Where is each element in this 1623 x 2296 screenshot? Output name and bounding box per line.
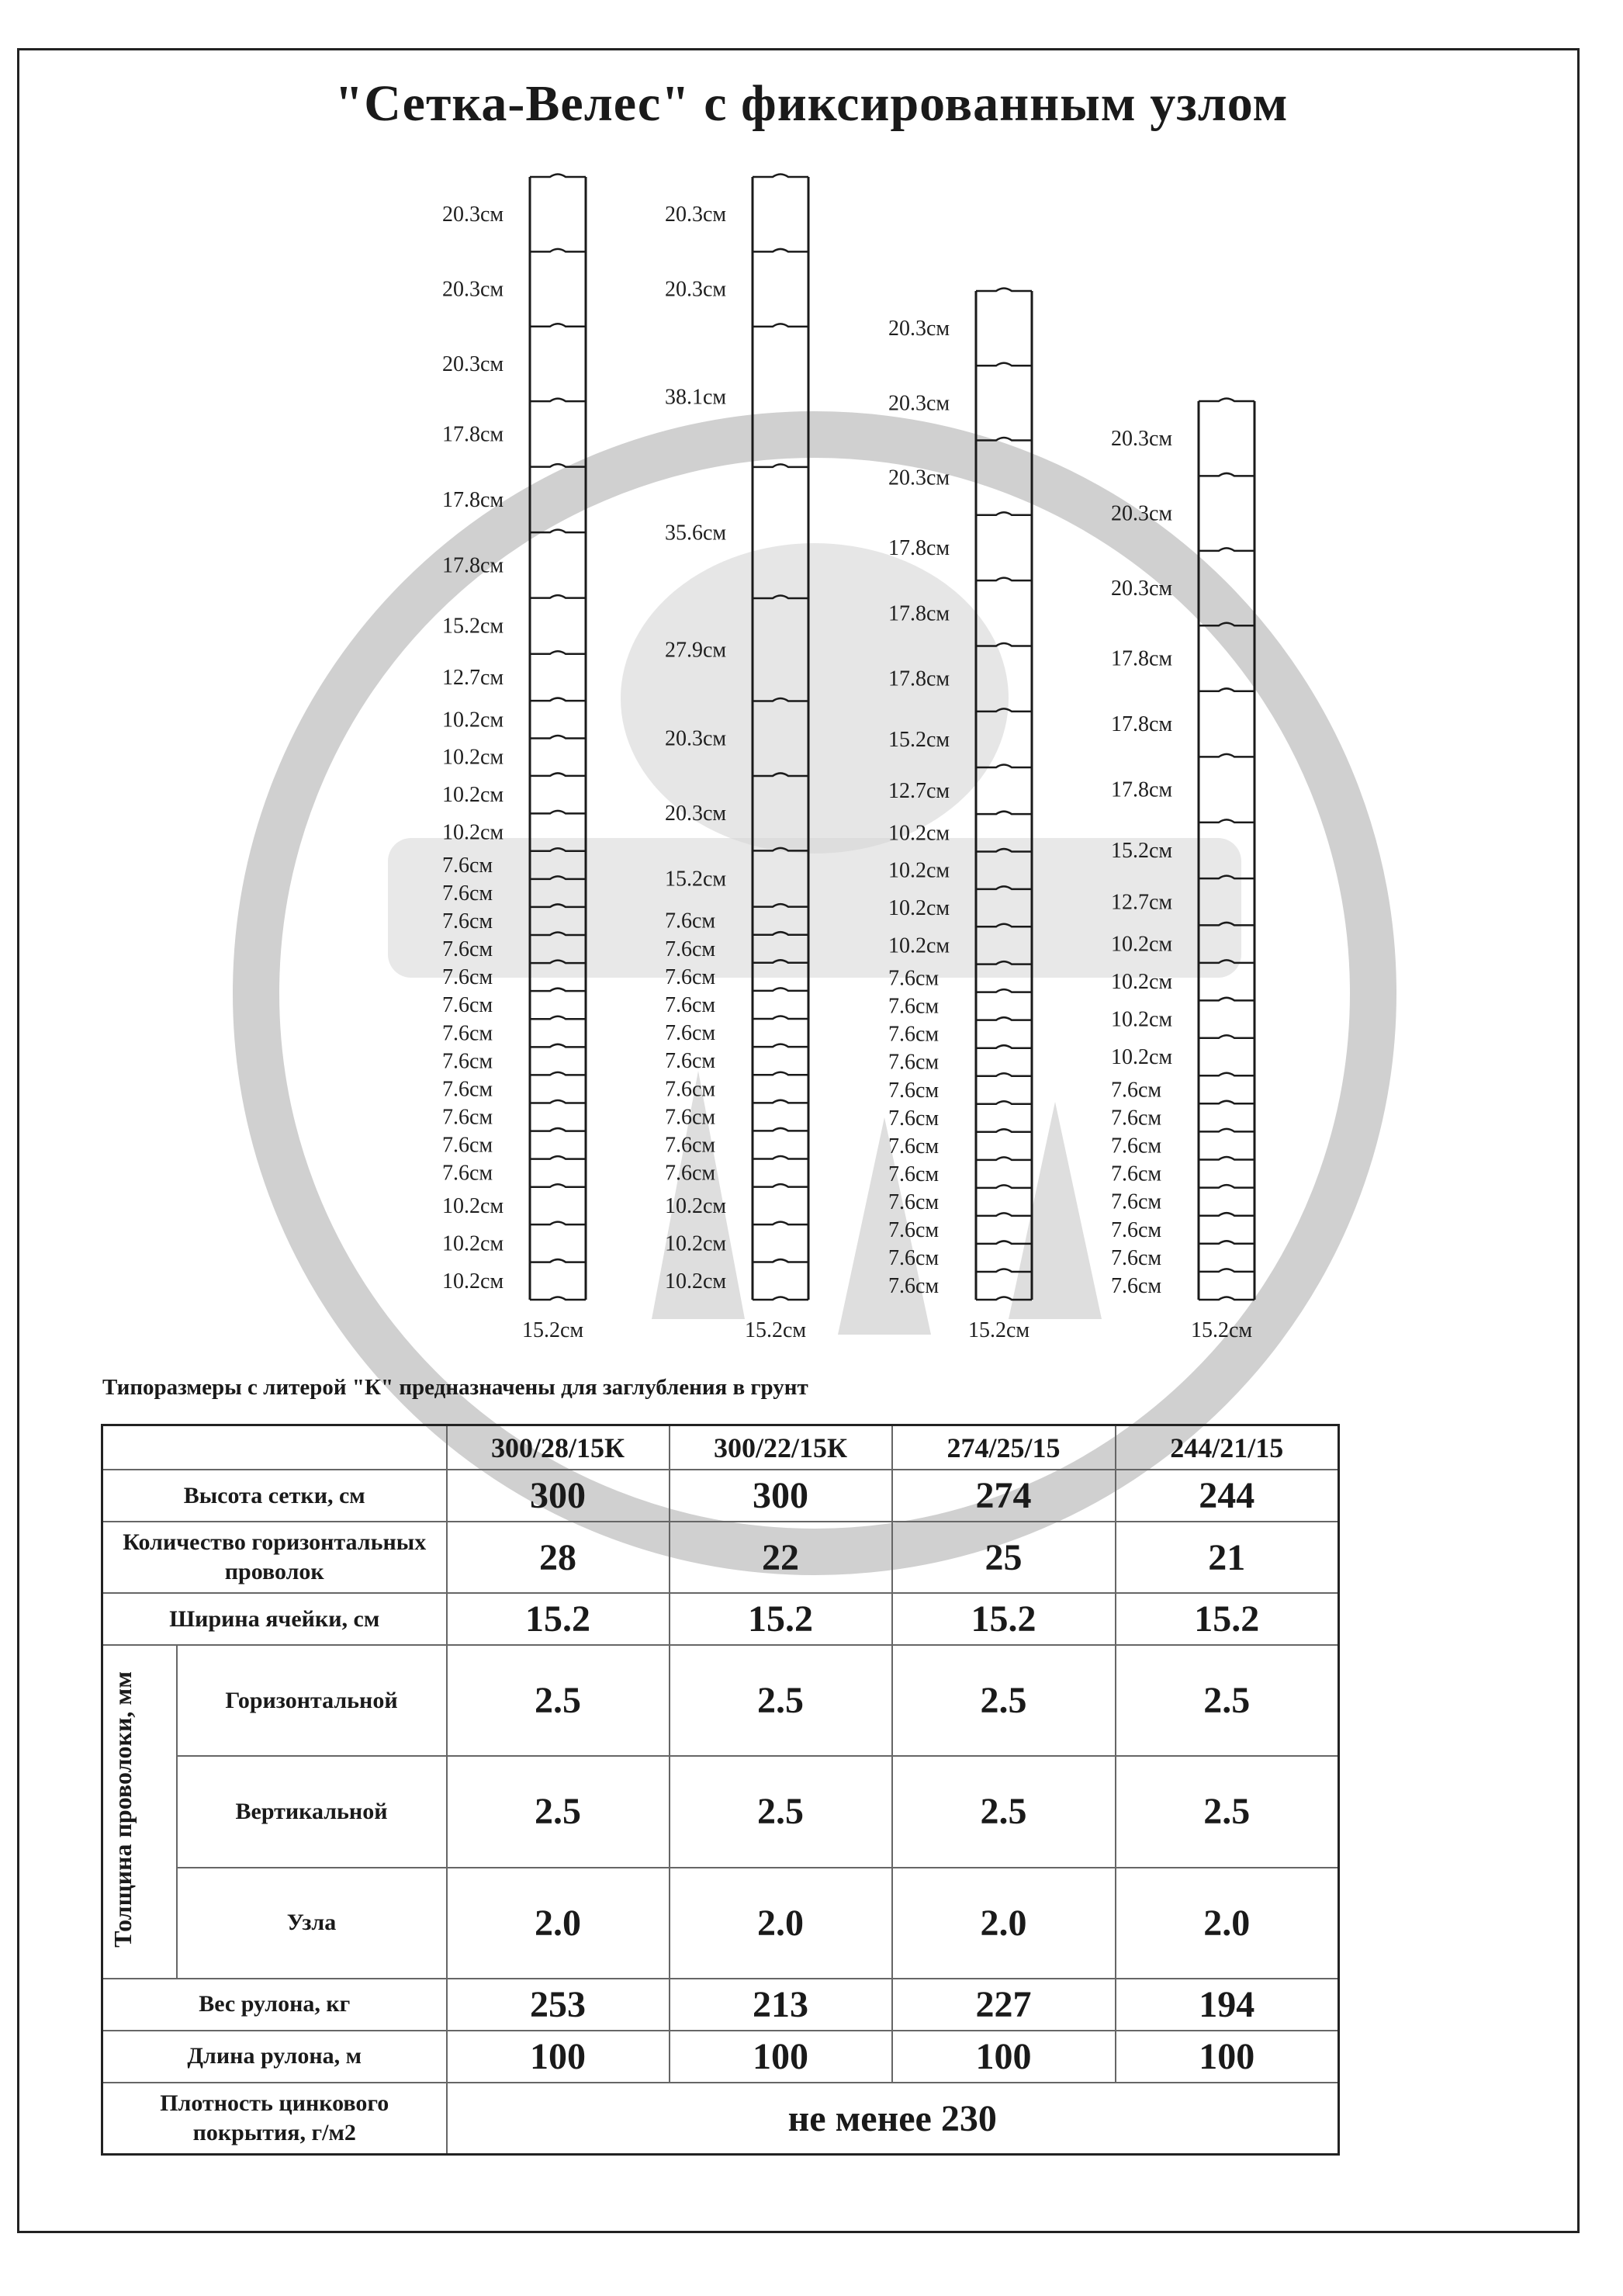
horizontal-wire	[753, 698, 808, 701]
horizontal-wire	[1199, 960, 1254, 963]
spacing-label: 7.6см	[888, 1273, 940, 1298]
table-cell: 2.5	[670, 1645, 892, 1756]
thickness-group-label	[102, 1645, 177, 1979]
table-row	[102, 2031, 1339, 2083]
horizontal-wire	[976, 363, 1032, 366]
spec-table	[101, 1424, 1340, 2156]
spacing-label: 7.6см	[1111, 1273, 1162, 1298]
spacing-label: 7.6см	[665, 909, 716, 933]
row-label: Вес рулона, кг	[102, 1979, 447, 2031]
table-cell: 2.5	[892, 1756, 1116, 1867]
spacing-label: 20.3см	[665, 203, 727, 227]
spacing-label: 20.3см	[888, 466, 950, 490]
horizontal-wire	[753, 988, 808, 991]
horizontal-wire	[976, 1073, 1032, 1076]
horizontal-wire	[753, 904, 808, 907]
horizontal-wire	[753, 960, 808, 963]
spacing-label: 7.6см	[442, 1049, 493, 1074]
horizontal-wire	[1199, 1073, 1254, 1076]
horizontal-wire	[1199, 819, 1254, 822]
table-cell: 300	[670, 1470, 892, 1522]
spacing-label: 10.2см	[888, 933, 950, 958]
horizontal-wire	[976, 1017, 1032, 1020]
spacing-label: 7.6см	[1111, 1078, 1162, 1103]
spacing-label: 7.6см	[665, 1021, 716, 1046]
horizontal-wire	[753, 1222, 808, 1225]
spacing-label: 27.9см	[665, 638, 727, 663]
spacing-label: 10.2см	[888, 896, 950, 921]
horizontal-wire	[530, 595, 586, 598]
table-row	[102, 1645, 1339, 1756]
table-cell: 300	[447, 1470, 670, 1522]
spacing-label: 7.6см	[888, 1022, 940, 1047]
table-cell: 15.2	[892, 1593, 1116, 1645]
spacing-label: 7.6см	[442, 993, 493, 1018]
horizontal-wire	[530, 249, 586, 252]
horizontal-wire	[530, 1072, 586, 1075]
horizontal-wire	[753, 324, 808, 327]
spacing-label: 20.3см	[665, 802, 727, 826]
spacing-label: 12.7см	[1111, 890, 1173, 915]
horizontal-wire	[976, 1185, 1032, 1188]
horizontal-wire	[976, 1269, 1032, 1272]
horizontal-wire	[530, 904, 586, 907]
spacing-label: 10.2см	[888, 858, 950, 883]
horizontal-wire	[753, 1016, 808, 1020]
table-cell: 2.5	[447, 1645, 670, 1756]
spacing-label: 7.6см	[1111, 1190, 1162, 1214]
spacing-label: 20.3см	[1111, 427, 1173, 452]
table-cell: 194	[1116, 1979, 1339, 2031]
row-label: Вертикальной	[177, 1756, 447, 1867]
horizontal-wire	[753, 1259, 808, 1262]
horizontal-wire	[530, 1156, 586, 1159]
horizontal-wire	[1199, 1185, 1254, 1188]
horizontal-wire	[530, 651, 586, 654]
spacing-label: 20.3см	[442, 277, 504, 302]
horizontal-wire	[530, 175, 586, 178]
spacing-label: 35.6см	[665, 521, 727, 545]
cell-width-label: 15.2см	[1191, 1318, 1253, 1342]
spacing-label: 20.3см	[1111, 501, 1173, 526]
table-cell: 15.2	[447, 1593, 670, 1645]
horizontal-wire	[976, 849, 1032, 852]
table-row	[102, 1756, 1339, 1867]
spacing-label: 7.6см	[665, 1105, 716, 1130]
column-header: 300/28/15К	[447, 1425, 670, 1470]
horizontal-wire	[1199, 473, 1254, 476]
spacing-label: 7.6см	[665, 1161, 716, 1186]
horizontal-wire	[976, 1157, 1032, 1160]
spacing-label: 7.6см	[888, 994, 940, 1019]
horizontal-wire	[1199, 1129, 1254, 1132]
spacing-label: 20.3см	[888, 391, 950, 416]
zinc-value: не менее 230	[447, 2083, 1339, 2154]
horizontal-wire	[530, 961, 586, 964]
spacing-label: 10.2см	[442, 1193, 504, 1218]
spacing-label: 7.6см	[888, 1106, 940, 1131]
spacing-label: 10.2см	[442, 708, 504, 732]
horizontal-wire	[530, 464, 586, 467]
spacing-label: 10.2см	[1111, 1007, 1173, 1032]
table-cell: 2.5	[892, 1645, 1116, 1756]
horizontal-wire	[530, 933, 586, 936]
horizontal-wire	[753, 1184, 808, 1187]
horizontal-wire	[1199, 548, 1254, 551]
horizontal-wire	[530, 399, 586, 402]
spacing-label: 10.2см	[1111, 932, 1173, 957]
horizontal-wire	[976, 989, 1032, 992]
horizontal-wire	[976, 1213, 1032, 1216]
horizontal-wire	[1199, 754, 1254, 757]
horizontal-wire	[753, 1128, 808, 1131]
spacing-label: 7.6см	[665, 992, 716, 1017]
horizontal-wire	[530, 1016, 586, 1020]
row-label: Длина рулона, м	[102, 2031, 447, 2083]
horizontal-wire	[753, 932, 808, 935]
table-cell: 2.5	[447, 1756, 670, 1867]
horizontal-wire	[976, 812, 1032, 815]
spacing-label: 7.6см	[888, 1050, 940, 1075]
spacing-label: 7.6см	[1111, 1217, 1162, 1242]
horizontal-wire	[1199, 1035, 1254, 1038]
header-empty-cell	[102, 1425, 447, 1470]
horizontal-wire	[976, 289, 1032, 292]
spacing-label: 17.8см	[442, 487, 504, 512]
horizontal-wire	[1199, 1269, 1254, 1272]
table-cell: 22	[670, 1522, 892, 1593]
spacing-label: 17.8см	[1111, 646, 1173, 671]
mesh-column	[665, 175, 808, 1343]
table-cell: 2.0	[892, 1868, 1116, 1979]
spacing-label: 7.6см	[665, 937, 716, 961]
spacing-label: 7.6см	[442, 1133, 493, 1158]
table-row	[102, 1868, 1339, 1979]
horizontal-wire	[530, 773, 586, 776]
spacing-label: 17.8см	[888, 601, 950, 626]
table-cell: 2.0	[670, 1868, 892, 1979]
horizontal-wire	[530, 1259, 586, 1262]
spacing-label: 10.2см	[442, 745, 504, 770]
horizontal-wire	[530, 1184, 586, 1187]
spacing-label: 7.6см	[888, 1190, 940, 1214]
spacing-label: 10.2см	[888, 821, 950, 846]
horizontal-wire	[530, 876, 586, 879]
horizontal-wire	[753, 595, 808, 598]
spacing-label: 17.8см	[1111, 777, 1173, 802]
spacing-label: 7.6см	[1111, 1245, 1162, 1270]
spacing-label: 7.6см	[442, 937, 493, 962]
horizontal-wire	[753, 249, 808, 252]
table-cell: 100	[892, 2031, 1116, 2083]
table-cell: 25	[892, 1522, 1116, 1593]
horizontal-wire	[753, 848, 808, 851]
horizontal-wire	[1199, 623, 1254, 626]
horizontal-wire	[976, 1297, 1032, 1300]
row-label: Высота сетки, см	[102, 1470, 447, 1522]
horizontal-wire	[976, 764, 1032, 767]
spacing-label: 7.6см	[888, 1245, 940, 1270]
spacing-label: 17.8см	[1111, 712, 1173, 737]
table-cell: 253	[447, 1979, 670, 2031]
spacing-label: 20.3см	[1111, 577, 1173, 601]
horizontal-wire	[976, 961, 1032, 964]
spacing-label: 12.7см	[888, 779, 950, 804]
horizontal-wire	[530, 698, 586, 701]
spacing-label: 20.3см	[665, 726, 727, 751]
table-cell: 100	[447, 2031, 670, 2083]
table-cell: 213	[670, 1979, 892, 2031]
spacing-label: 7.6см	[442, 965, 493, 990]
spacing-label: 7.6см	[442, 1021, 493, 1046]
horizontal-wire	[753, 1297, 808, 1300]
column-header: 274/25/15	[892, 1425, 1116, 1470]
spacing-label: 17.8см	[888, 535, 950, 560]
spacing-label: 17.8см	[888, 667, 950, 691]
cell-width-label: 15.2см	[522, 1318, 584, 1342]
spacing-label: 20.3см	[442, 203, 504, 227]
table-row	[102, 2083, 1339, 2154]
spacing-label: 10.2см	[1111, 1044, 1173, 1069]
table-cell: 2.5	[1116, 1756, 1339, 1867]
spacing-label: 7.6см	[442, 909, 493, 933]
row-label: Ширина ячейки, см	[102, 1593, 447, 1645]
horizontal-wire	[1199, 998, 1254, 1001]
mesh-column	[888, 289, 1032, 1343]
horizontal-wire	[530, 989, 586, 992]
table-cell: 2.5	[670, 1756, 892, 1867]
horizontal-wire	[1199, 399, 1254, 402]
horizontal-wire	[1199, 923, 1254, 926]
horizontal-wire	[976, 1101, 1032, 1104]
row-label: Количество горизонтальных проволок	[102, 1522, 447, 1593]
table-cell: 227	[892, 1979, 1116, 2031]
spacing-label: 7.6см	[665, 1049, 716, 1074]
spacing-label: 15.2см	[888, 727, 950, 752]
spacing-label: 7.6см	[1111, 1106, 1162, 1131]
horizontal-wire	[753, 773, 808, 776]
horizontal-wire	[976, 438, 1032, 441]
mesh-column	[442, 175, 586, 1343]
table-cell: 28	[447, 1522, 670, 1593]
spacing-label: 15.2см	[665, 867, 727, 892]
horizontal-wire	[530, 1128, 586, 1131]
horizontal-wire	[753, 1100, 808, 1103]
table-row	[102, 1522, 1339, 1593]
horizontal-wire	[1199, 1213, 1254, 1216]
spacing-label: 10.2см	[665, 1231, 727, 1256]
horizontal-wire	[530, 736, 586, 739]
spacing-label: 20.3см	[442, 351, 504, 376]
horizontal-wire	[976, 1241, 1032, 1244]
horizontal-wire	[976, 924, 1032, 927]
spacing-label: 15.2см	[442, 614, 504, 639]
spacing-label: 7.6см	[665, 1077, 716, 1102]
mesh-column	[1111, 399, 1254, 1343]
spacing-label: 10.2см	[442, 1269, 504, 1293]
spacing-label: 17.8см	[442, 553, 504, 578]
table-cell: 15.2	[670, 1593, 892, 1645]
cell-width-label: 15.2см	[745, 1318, 807, 1342]
page-title: "Сетка-Велес" с фиксированным узлом	[334, 75, 1289, 132]
spacing-label: 10.2см	[665, 1269, 727, 1293]
horizontal-wire	[976, 886, 1032, 889]
spacing-label: 7.6см	[442, 853, 493, 878]
table-cell: 274	[892, 1470, 1116, 1522]
horizontal-wire	[530, 848, 586, 851]
table-cell: 100	[670, 2031, 892, 2083]
horizontal-wire	[976, 708, 1032, 712]
horizontal-wire	[530, 324, 586, 327]
horizontal-wire	[976, 643, 1032, 646]
table-header-row	[102, 1425, 1339, 1470]
row-label: Горизонтальной	[177, 1645, 447, 1756]
spacing-label: 7.6см	[442, 881, 493, 906]
burial-note: Типоразмеры с литерой "К" предназначены для заглубления в грунт	[102, 1375, 808, 1400]
horizontal-wire	[530, 811, 586, 814]
thickness-group-text: Толщина проволоки, мм	[108, 1671, 137, 1948]
spacing-label: 7.6см	[888, 1162, 940, 1186]
spacing-label: 7.6см	[442, 1161, 493, 1186]
horizontal-wire	[530, 1297, 586, 1300]
table-row	[102, 1593, 1339, 1645]
spacing-label: 38.1см	[665, 385, 727, 410]
spacing-label: 7.6см	[665, 964, 716, 989]
spacing-label: 7.6см	[888, 1078, 940, 1103]
column-header: 244/21/15	[1116, 1425, 1339, 1470]
row-label: Плотность цинкового покрытия, г/м2	[102, 2083, 447, 2154]
spacing-label: 10.2см	[665, 1193, 727, 1218]
spacing-label: 12.7см	[442, 665, 504, 690]
spacing-label: 20.3см	[888, 317, 950, 341]
spacing-label: 10.2см	[442, 820, 504, 845]
table-cell: 21	[1116, 1522, 1339, 1593]
table-cell: 2.5	[1116, 1645, 1339, 1756]
horizontal-wire	[530, 1222, 586, 1225]
horizontal-wire	[530, 1044, 586, 1048]
horizontal-wire	[976, 578, 1032, 581]
table-cell: 2.0	[447, 1868, 670, 1979]
horizontal-wire	[753, 1072, 808, 1075]
horizontal-wire	[1199, 1241, 1254, 1244]
spacing-label: 7.6см	[888, 1134, 940, 1158]
row-label: Узла	[177, 1868, 447, 1979]
table-cell: 2.0	[1116, 1868, 1339, 1979]
table-cell: 15.2	[1116, 1593, 1339, 1645]
spacing-label: 7.6см	[665, 1133, 716, 1158]
table-cell: 100	[1116, 2031, 1339, 2083]
spacing-label: 10.2см	[1111, 970, 1173, 995]
horizontal-wire	[753, 1044, 808, 1048]
horizontal-wire	[530, 530, 586, 533]
spacing-label: 15.2см	[1111, 839, 1173, 863]
spacing-label: 20.3см	[665, 277, 727, 302]
spacing-label: 10.2см	[442, 783, 504, 808]
spacing-label: 7.6см	[1111, 1162, 1162, 1186]
horizontal-wire	[1199, 1157, 1254, 1160]
horizontal-wire	[753, 175, 808, 178]
cell-width-label: 15.2см	[968, 1318, 1030, 1342]
spacing-label: 7.6см	[442, 1105, 493, 1130]
horizontal-wire	[753, 464, 808, 467]
horizontal-wire	[1199, 1297, 1254, 1300]
spacing-label: 7.6см	[442, 1077, 493, 1102]
table-cell: 244	[1116, 1470, 1339, 1522]
horizontal-wire	[1199, 876, 1254, 879]
horizontal-wire	[753, 1156, 808, 1159]
spacing-label: 10.2см	[442, 1231, 504, 1256]
table-row	[102, 1979, 1339, 2031]
horizontal-wire	[1199, 1101, 1254, 1104]
spacing-label: 7.6см	[888, 1217, 940, 1242]
horizontal-wire	[1199, 688, 1254, 691]
horizontal-wire	[976, 512, 1032, 515]
spacing-label: 7.6см	[1111, 1134, 1162, 1158]
horizontal-wire	[976, 1045, 1032, 1048]
table-row	[102, 1470, 1339, 1522]
spacing-label: 7.6см	[888, 966, 940, 991]
column-header: 300/22/15К	[670, 1425, 892, 1470]
spacing-label: 17.8см	[442, 422, 504, 447]
horizontal-wire	[976, 1129, 1032, 1132]
horizontal-wire	[530, 1100, 586, 1103]
